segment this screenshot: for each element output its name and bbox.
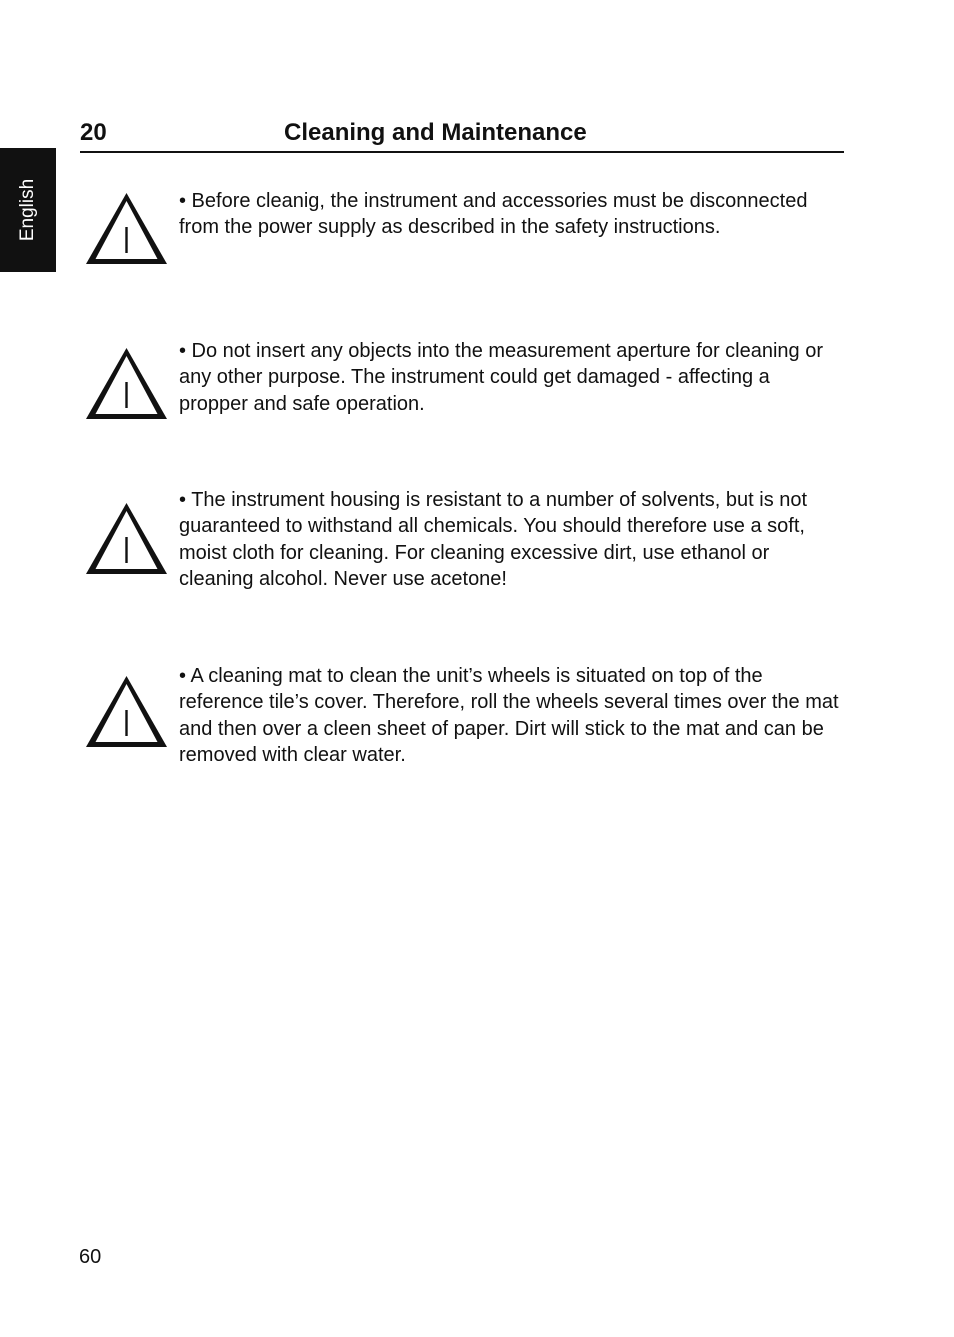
warning-text: • Before cleanig, the instrument and accessories must be disconnected from the power supply as described in the safety instructions. (179, 190, 808, 239)
warning-triangle-icon (84, 500, 169, 576)
warning-triangle-icon (84, 190, 169, 266)
warning-triangle-icon (84, 673, 169, 749)
chapter-header (80, 118, 844, 153)
warning-triangle-icon (84, 345, 169, 421)
language-tab-label: English (17, 178, 38, 242)
warning-text: • A cleaning mat to clean the unit’s wheels is situated on top of the reference tile’s cover. Therefore, roll the wheels several times over the mat and then over a cleen sheet of paper. Dirt will stick to the mat and can be removed with clear water. (179, 665, 839, 766)
warning-text: • Do not insert any objects into the measurement aperture for cleaning or any other purpose. The instrument could get damaged - affecting a propper and safe operation. (179, 340, 824, 415)
chapter-number: 20 (80, 119, 107, 146)
page-number: 60 (79, 1246, 102, 1268)
language-tab (0, 148, 56, 272)
chapter-title: Cleaning and Maintenance (284, 119, 587, 146)
warning-text: • The instrument housing is resistant to a number of solvents, but is not guaranteed to withstand all chemicals. You should therefore use a soft, moist cloth for cleaning. For cleaning excessive dirt, use ethanol or cleaning alcohol. Never use acetone! (179, 489, 808, 590)
